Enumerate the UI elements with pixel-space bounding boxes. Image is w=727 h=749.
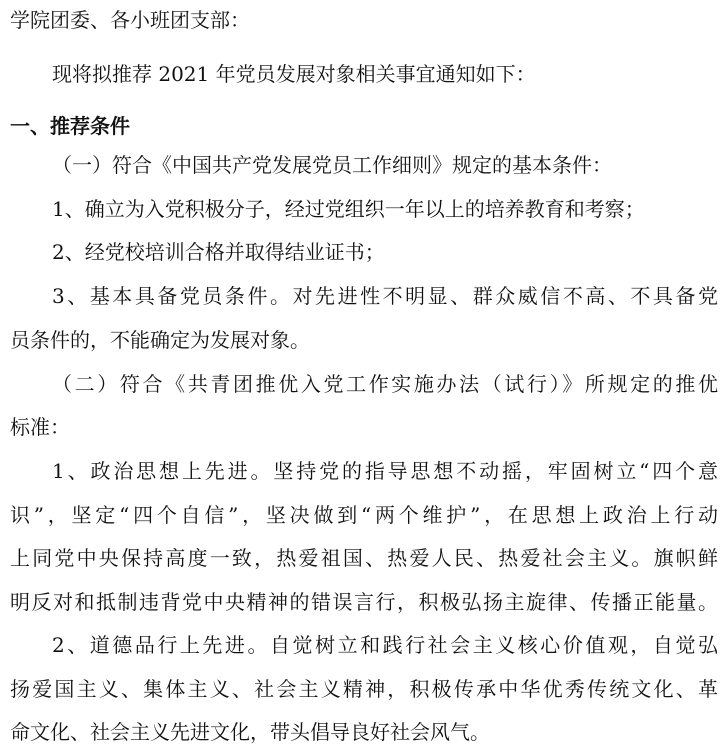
- list-item-continuation: 员条件的，不能确定为发展对象。: [10, 328, 310, 352]
- list-item: 3、基本具备党员条件。对先进性不明显、群众威信不高、不具备党: [52, 284, 718, 308]
- list-item: 1、政治思想上先进。坚持党的指导思想不动摇，牢固树立“四个意: [52, 459, 718, 483]
- list-item-continuation: 命文化、社会主义先进文化，带头倡导良好社会风气。: [10, 720, 490, 744]
- list-item-continuation: 上同党中央保持高度一致，热爱祖国、热爱人民、热爱社会主义。旗帜鲜: [10, 546, 718, 570]
- list-item: 2、道德品行上先进。自觉树立和践行社会主义核心价值观，自觉弘: [52, 633, 718, 657]
- subsection-title-1: （一）符合《中国共产党发展党员工作细则》规定的基本条件：: [52, 153, 612, 177]
- list-item: 1、确立为入党积极分子，经过党组织一年以上的培养教育和考察；: [52, 197, 645, 221]
- greeting-line: 学院团委、各小班团支部：: [10, 8, 250, 32]
- list-item-continuation: 识”，坚定“四个自信”，坚决做到“两个维护”，在思想上政治上行动: [10, 503, 718, 527]
- subsection-title-2-continuation: 标准：: [10, 415, 70, 439]
- list-item-continuation: 扬爱国主义、集体主义、社会主义精神，积极传承中华优秀传统文化、革: [10, 677, 718, 701]
- intro-paragraph: 现将拟推荐 2021 年党员发展对象相关事宜通知如下：: [52, 62, 536, 86]
- list-item-continuation: 明反对和抵制违背党中央精神的错误言行，积极弘扬主旋律、传播正能量。: [10, 590, 718, 614]
- list-item: 2、经党校培训合格并取得结业证书；: [52, 240, 385, 264]
- subsection-title-2: （二）符合《共青团推优入党工作实施办法（试行）》所规定的推优: [52, 372, 718, 396]
- section-heading-recommendation-conditions: 一、推荐条件: [10, 114, 130, 138]
